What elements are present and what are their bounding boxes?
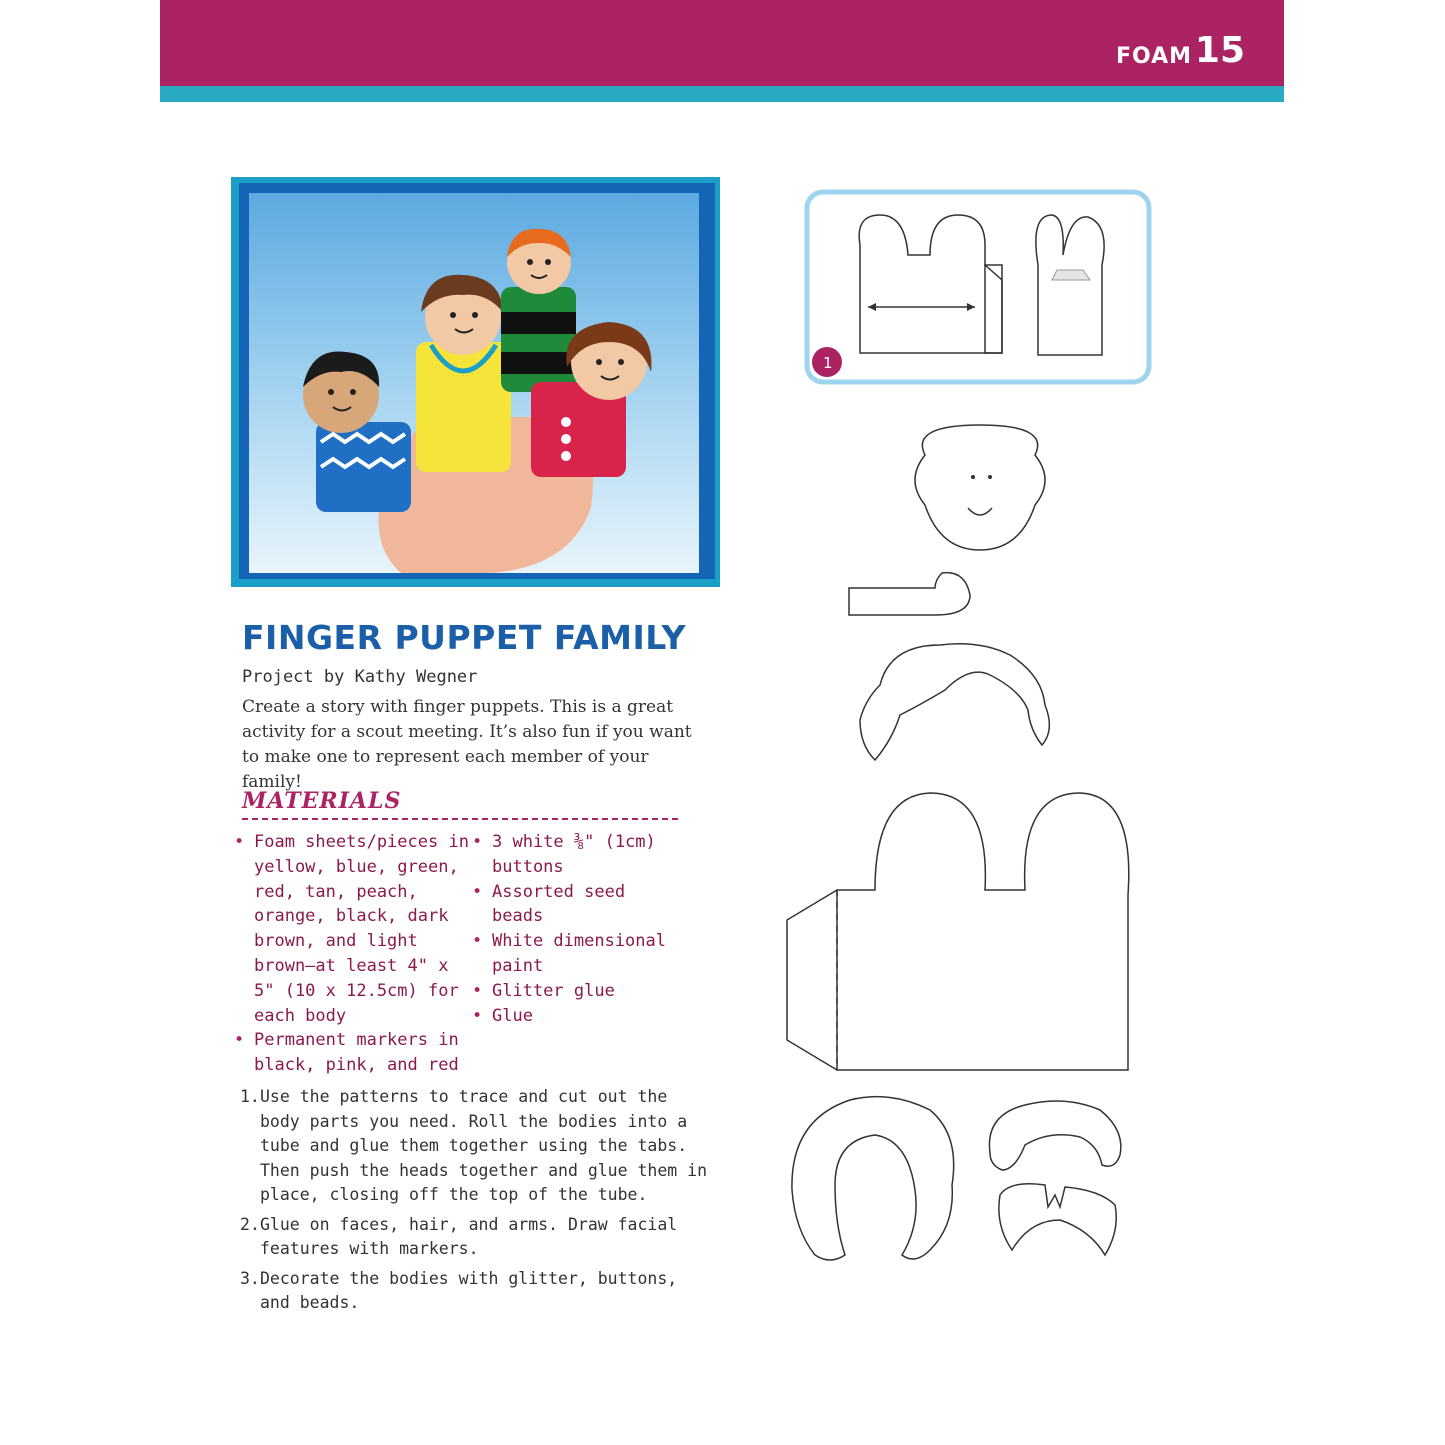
header-band [160,0,1284,86]
material-item: • 3 white ⅜" (1cm) buttons [472,830,682,880]
material-item: • Glitter glue [472,979,682,1004]
step-text: Use the patterns to trace and cut out the body parts you need. Roll the bodies into a tube and glue them together using the tabs. Then push the heads together and glue them in place, closing off the top of the tube. [260,1087,708,1204]
material-item: • White dimensional paint [472,929,682,979]
body-pattern [787,793,1129,1070]
step-number: 3. [240,1268,260,1288]
step-number: 1. [240,1087,260,1106]
step-text: Glue on faces, hair, and arms. Draw facial features with markers. [260,1214,678,1258]
materials-heading: MATERIALS [242,788,402,814]
step-item [240,1267,710,1316]
step-badge: 1 [823,354,833,372]
pattern-templates [780,185,1160,1285]
step-text: Decorate the bodies with glitter, buttons, and beads. [260,1268,678,1312]
materials-divider [242,818,678,820]
step-1-diagram [807,192,1149,382]
finger-puppets-photo [231,177,720,587]
curly-hair-pattern [792,1097,954,1260]
puppet-green [501,229,576,392]
short-hair-pattern [989,1101,1120,1170]
materials-list-b [472,830,682,1028]
project-intro: Create a story with finger puppets. This is a great activity for a scout meeting. It’s also fun if you want to make one to represent each member of your family! [242,697,692,792]
header-stripe [160,86,1284,102]
materials-list-a [234,830,474,1078]
arm-pattern [849,573,970,615]
head-pattern [915,425,1045,550]
project-byline: Project by Kathy Wegner [242,667,478,687]
pigtail-hair-pattern [860,644,1049,760]
instruction-steps [240,1085,710,1321]
bangs-pattern [999,1184,1116,1255]
material-item: • Permanent markers in black, pink, and red [234,1028,474,1078]
material-item: • Glue [472,1004,682,1029]
step-item [240,1213,710,1262]
material-item: • Assorted seed beads [472,880,682,930]
project-title: FINGER PUPPET FAMILY [242,618,687,657]
material-item: • Foam sheets/pieces in yellow, blue, green, red, tan, peach, orange, black, dark brown, and light brown—at least 4" x 5" (10 x 12.5cm) for each body [234,830,474,1028]
section-label: FOAM [1115,44,1192,69]
puppet-yellow [416,275,511,472]
step-item [240,1085,710,1208]
page-number: 15 [1194,30,1245,71]
step-number: 2. [240,1214,260,1234]
